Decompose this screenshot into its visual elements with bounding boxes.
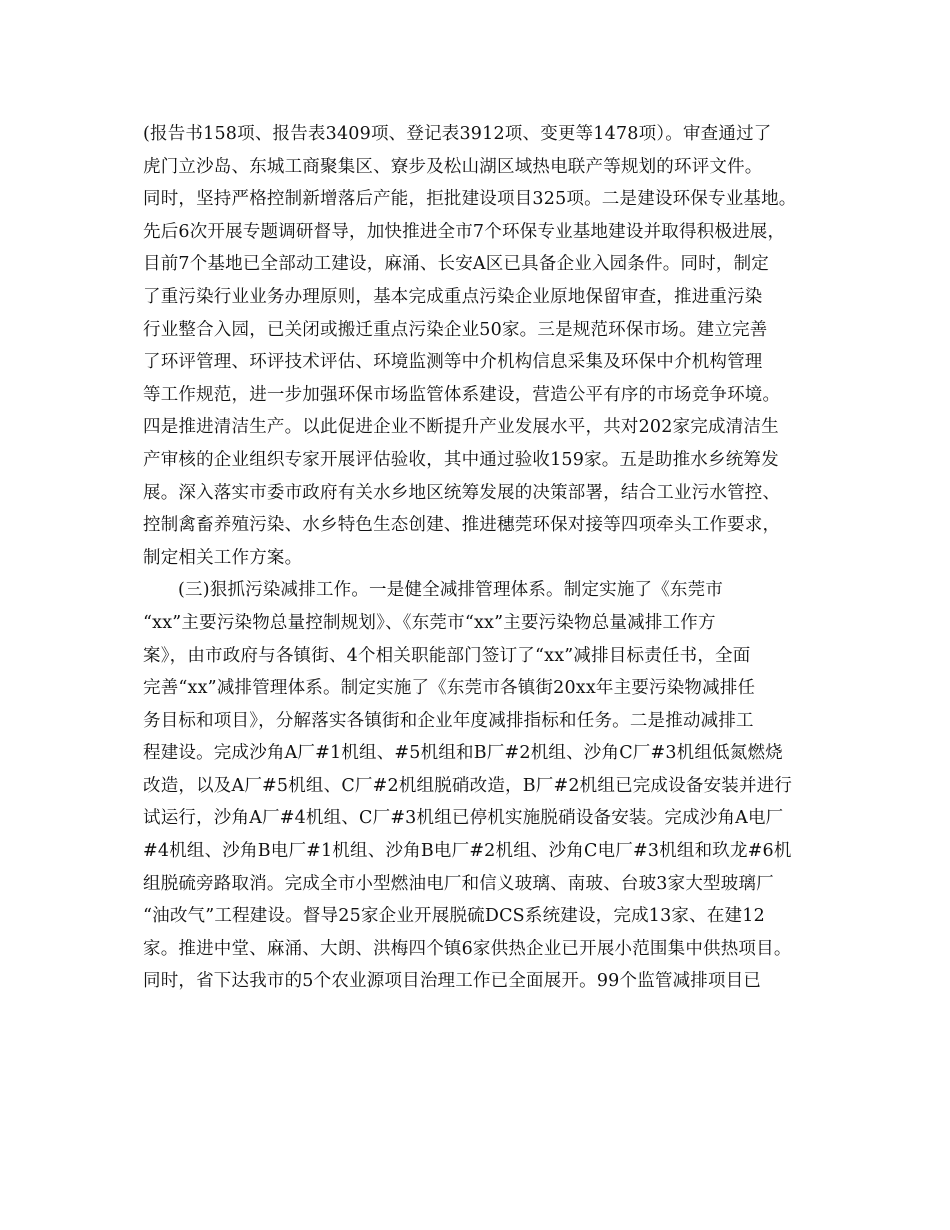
text-line: 了重污染行业业务办理原则，基本完成重点污染企业原地保留审查，推进重污染 <box>143 286 763 307</box>
text-line: 完善“xx”减排管理体系。制定实施了《东莞市各镇街20xx年主要污染物减排任 <box>143 678 756 699</box>
text-line: 程建设。完成沙角A厂#1机组、#5机组和B厂#2机组、沙角C厂#3机组低氮燃烧 <box>143 743 783 764</box>
text-line: 同时，省下达我市的5个农业源项目治理工作已全面展开。99个监管减排项目已 <box>143 971 762 992</box>
text-line: 改造，以及A厂#5机组、C厂#2机组脱硝改造，B厂#2机组已完成设备安装并进行 <box>143 775 793 796</box>
text-line: 虎门立沙岛、东城工商聚集区、寮步及松山湖区域热电联产等规划的环评文件。 <box>143 156 763 177</box>
text-line: 目前7个基地已全部动工建设，麻涌、长安A区已具备企业入园条件。同时，制定 <box>143 254 769 275</box>
text-line: 务目标和项目》，分解落实各镇街和企业年度减排指标和任务。二是推动减排工 <box>143 710 754 731</box>
text-line: #4机组、沙角B电厂#1机组、沙角B电厂#2机组、沙角C电厂#3机组和玖龙#6机 <box>143 841 792 862</box>
text-line: 产审核的企业组织专家开展评估验收，其中通过验收159家。五是助推水乡统筹发 <box>143 449 779 470</box>
text-line: 试运行，沙角A厂#4机组、C厂#3机组已停机实施脱硝设备安装。完成沙角A电厂 <box>143 808 784 829</box>
text-line: 四是推进清洁生产。以此促进企业不断提升产业发展水平，共对202家完成清洁生 <box>143 417 779 438</box>
text-line: 了环评管理、环评技术评估、环境监测等中介机构信息采集及环保中介机构管理 <box>143 352 763 373</box>
text-line: 行业整合入园，已关闭或搬迁重点污染企业50家。三是规范环保市场。建立完善 <box>143 319 768 340</box>
text-line: “xx”主要污染物总量控制规划》、《东莞市“xx”主要污染物总量减排工作方 <box>143 612 716 633</box>
text-line: (报告书158项、报告表3409项、登记表3912项、变更等1478项）。审查通过了 <box>143 124 772 144</box>
text-line: 同时，坚持严格控制新增落后产能，拒批建设项目325项。二是建设环保专业基地。 <box>143 189 797 210</box>
text-line: 家。推进中堂、麻涌、大朗、洪梅四个镇6家供热企业已开展小范围集中供热项目。 <box>143 938 792 959</box>
section-heading-line: (三)狠抓污染减排工作。一是健全减排管理体系。制定实施了《东莞市 <box>178 580 724 601</box>
text-line: “油改气”工程建设。督导25家企业开展脱硫DCS系统建设，完成13家、在建12 <box>143 906 765 927</box>
body-text <box>143 118 843 998</box>
text-line: 组脱硫旁路取消。完成全市小型燃油电厂和信义玻璃、南玻、台玻3家大型玻璃厂 <box>143 873 774 894</box>
text-line: 先后6次开展专题调研督导，加快推进全市7个环保专业基地建设并取得积极进展， <box>143 221 786 242</box>
text-line: 制定相关工作方案。 <box>143 547 303 568</box>
text-line: 案》，由市政府与各镇街、4个相关职能部门签订了“xx”减排目标责任书，全面 <box>143 645 751 666</box>
text-line: 展。深入落实市委市政府有关水乡地区统筹发展的决策部署，结合工业污水管控、 <box>143 482 781 503</box>
text-line: 等工作规范，进一步加强环保市场监管体系建设，营造公平有序的市场竞争环境。 <box>143 384 781 405</box>
text-line: 控制禽畜养殖污染、水乡特色生态创建、推进穗莞环保对接等四项牵头工作要求， <box>143 515 781 536</box>
